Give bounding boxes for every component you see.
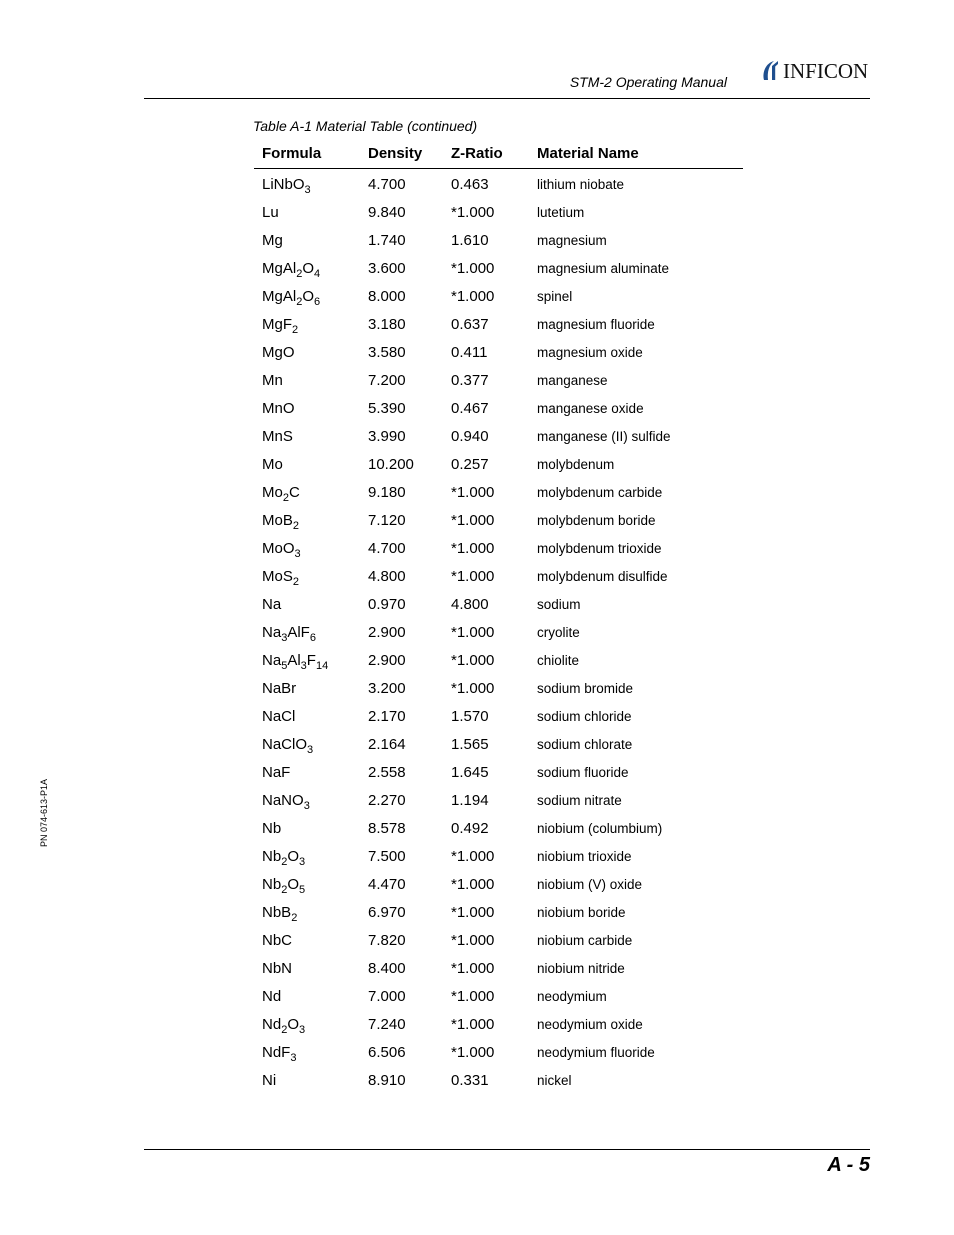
formula-subscript: 3 [294,547,301,560]
table-row [254,926,743,954]
z-ratio-cell: *1.000 [451,1015,495,1033]
formula-text: Nb [262,847,282,865]
material-name-cell: spinel [537,288,573,304]
table-row [254,394,743,422]
material-name-cell: lithium niobate [537,176,625,192]
table-row [254,534,743,562]
material-name-cell: sodium fluoride [537,764,629,780]
formula-text: MoS [262,567,293,585]
table-row [254,310,743,338]
z-ratio-cell: 0.463 [451,175,489,193]
formula-cell [254,926,360,954]
formula-cell [254,898,360,926]
formula-text: Mo [262,483,283,501]
material-name-cell: niobium (V) oxide [537,876,643,892]
formula-cell [254,422,360,450]
formula-text: O [302,287,314,305]
material-name-cell: sodium chlorate [537,736,633,752]
formula-text: Nd [262,987,282,1005]
formula-text: MgAl [262,259,297,277]
z-ratio-cell: 0.257 [451,455,489,473]
formula-text: Nd [262,1015,282,1033]
density-cell: 3.990 [368,427,406,445]
formula-text: C [288,483,300,501]
material-table [254,139,743,1094]
material-name-cell: molybdenum carbide [537,484,663,500]
density-cell: 4.700 [368,175,406,193]
formula-text: Mg [262,231,283,249]
formula-subscript: 3 [300,659,307,672]
material-name-cell: neodymium oxide [537,1016,643,1032]
formula-subscript: 6 [313,295,321,308]
formula-subscript: 3 [303,799,310,812]
material-name-cell: neodymium fluoride [537,1044,655,1060]
column-header-formula: Formula [254,139,360,169]
formula-text: MoB [262,511,293,529]
table-row [254,702,743,730]
table-row [254,422,743,450]
density-cell: 3.200 [368,679,406,697]
material-name-cell: sodium bromide [537,680,634,696]
footer-rule [144,1149,870,1150]
formula-subscript: 3 [298,855,306,868]
formula-subscript: 2 [296,267,303,280]
density-cell: 2.170 [368,707,406,725]
table-caption: Table A-1 Material Table (continued) [253,118,478,134]
formula-subscript: 3 [307,743,314,756]
material-name-cell: cryolite [537,624,580,640]
z-ratio-cell: *1.000 [451,847,495,865]
density-cell: 7.240 [368,1015,406,1033]
table-row [254,282,743,310]
table-row [254,898,743,926]
formula-text: NbC [262,931,293,949]
formula-cell [254,702,360,730]
density-cell: 7.000 [368,987,406,1005]
formula-text: Lu [262,203,279,221]
density-cell: 10.200 [368,455,414,473]
formula-text: NaF [262,763,291,781]
formula-text: O [302,259,314,277]
material-name-cell: molybdenum disulfide [537,568,668,584]
brand-name: INFICON [783,58,869,83]
formula-text: O [287,875,299,893]
table-row [254,450,743,478]
formula-text: O [287,847,299,865]
formula-cell [254,1010,360,1038]
formula-text: NbB [262,903,292,921]
page-number: A - 5 [827,1154,870,1176]
z-ratio-cell: *1.000 [451,959,495,977]
formula-cell [254,618,360,646]
formula-cell [254,870,360,898]
material-name-cell: magnesium fluoride [537,316,655,332]
formula-cell [254,562,360,590]
formula-cell [254,730,360,758]
formula-cell [254,478,360,506]
z-ratio-cell: *1.000 [451,623,495,641]
density-cell: 6.506 [368,1043,406,1061]
formula-cell [254,450,360,478]
material-name-cell: nickel [537,1072,572,1088]
brand-logo [760,58,868,84]
z-ratio-cell: 1.610 [451,231,489,249]
z-ratio-cell: 1.570 [451,707,489,725]
formula-text: NdF [262,1043,291,1061]
formula-text: NaCl [262,707,296,725]
formula-subscript: 3 [290,1051,297,1064]
table-row [254,254,743,282]
material-name-cell: neodymium [537,988,607,1004]
z-ratio-cell: *1.000 [451,259,495,277]
density-cell: 8.400 [368,959,406,977]
formula-subscript: 2 [281,855,288,868]
z-ratio-cell: *1.000 [451,539,495,557]
density-cell: 8.578 [368,819,406,837]
formula-cell [254,226,360,254]
material-name-cell: magnesium oxide [537,344,643,360]
z-ratio-cell: *1.000 [451,987,495,1005]
z-ratio-cell: *1.000 [451,483,495,501]
formula-subscript: 5 [281,659,288,672]
density-cell: 2.900 [368,651,406,669]
table-row [254,730,743,758]
table-row [254,618,743,646]
formula-cell [254,310,360,338]
table-row [254,982,743,1010]
z-ratio-cell: 4.800 [451,595,489,613]
material-name-cell: magnesium aluminate [537,260,670,276]
formula-cell [254,338,360,366]
table-row [254,169,743,199]
density-cell: 7.820 [368,931,406,949]
z-ratio-cell: 0.940 [451,427,489,445]
z-ratio-cell: 0.637 [451,315,489,333]
formula-cell [254,198,360,226]
table-row [254,1010,743,1038]
table-row [254,506,743,534]
material-name-cell: sodium chloride [537,708,632,724]
formula-subscript: 2 [292,519,299,532]
density-cell: 3.580 [368,343,406,361]
table-row [254,646,743,674]
formula-subscript: 4 [313,267,321,280]
z-ratio-cell: *1.000 [451,875,495,893]
density-cell: 4.700 [368,539,406,557]
material-name-cell: manganese oxide [537,400,644,416]
formula-text: Nb [262,819,282,837]
table-row [254,366,743,394]
material-name-cell: sodium [537,596,581,612]
formula-subscript: 2 [281,883,288,896]
table-row [254,478,743,506]
table-row [254,786,743,814]
material-name-cell: lutetium [537,204,585,220]
formula-text: Al [287,651,301,669]
formula-text: NaClO [262,735,308,753]
formula-cell [254,394,360,422]
density-cell: 5.390 [368,399,406,417]
formula-cell [254,282,360,310]
z-ratio-cell: *1.000 [451,903,495,921]
formula-subscript: 2 [291,911,298,924]
table-row [254,954,743,982]
material-name-cell: magnesium [537,232,607,248]
formula-cell [254,590,360,618]
column-header-z-ratio: Z-Ratio [443,139,529,169]
formula-text: NaBr [262,679,297,697]
table-row [254,338,743,366]
material-name-cell: molybdenum trioxide [537,540,662,556]
formula-subscript: 3 [304,183,311,196]
material-name-cell: molybdenum [537,456,615,472]
table-row [254,842,743,870]
formula-subscript: 2 [296,295,303,308]
formula-text: Na [262,623,282,641]
z-ratio-cell: *1.000 [451,931,495,949]
formula-cell [254,814,360,842]
material-name-cell: chiolite [537,652,580,668]
formula-text: Na [262,595,282,613]
formula-text: Nb [262,875,282,893]
formula-subscript: 2 [281,1023,288,1036]
density-cell: 9.840 [368,203,406,221]
material-name-cell: sodium nitrate [537,792,622,808]
density-cell: 4.800 [368,567,406,585]
formula-cell [254,758,360,786]
formula-subscript: 5 [298,883,306,896]
z-ratio-cell: 0.377 [451,371,489,389]
density-cell: 2.900 [368,623,406,641]
formula-subscript: 2 [282,491,289,504]
formula-text: MoO [262,539,295,557]
table-row [254,562,743,590]
formula-cell [254,254,360,282]
z-ratio-cell: 0.492 [451,819,489,837]
z-ratio-cell: 1.645 [451,763,489,781]
table-row [254,758,743,786]
density-cell: 2.270 [368,791,406,809]
z-ratio-cell: 1.194 [451,791,489,809]
formula-subscript: 14 [315,659,329,672]
density-cell: 2.164 [368,735,406,753]
header-rule [144,98,870,99]
formula-text: AlF [287,623,310,641]
formula-text: Mo [262,455,283,473]
density-cell: 1.740 [368,231,406,249]
part-number-label: PN 074-613-P1A [39,778,49,848]
density-cell: 6.970 [368,903,406,921]
table-row [254,226,743,254]
formula-cell [254,1066,360,1094]
formula-subscript: 2 [292,575,299,588]
material-name-cell: niobium trioxide [537,848,632,864]
density-cell: 8.910 [368,1071,406,1089]
formula-text: F [306,651,316,669]
formula-text: O [287,1015,299,1033]
formula-cell [254,674,360,702]
formula-text: MnO [262,399,295,417]
formula-cell [254,786,360,814]
inficon-logo-icon [760,58,782,84]
formula-cell [254,366,360,394]
density-cell: 2.558 [368,763,406,781]
formula-cell [254,982,360,1010]
formula-text: Ni [262,1071,277,1089]
column-header-density: Density [360,139,443,169]
table-row [254,590,743,618]
table-row [254,1066,743,1094]
material-name-cell: manganese [537,372,608,388]
formula-text: LiNbO [262,175,305,193]
density-cell: 8.000 [368,287,406,305]
material-name-cell: niobium boride [537,904,626,920]
table-row [254,814,743,842]
table-body [254,169,743,1095]
formula-text: MgO [262,343,295,361]
formula-text: NaNO [262,791,304,809]
table-row [254,870,743,898]
table-header-row [254,139,743,169]
density-cell: 7.200 [368,371,406,389]
formula-cell [254,534,360,562]
material-name-cell: niobium carbide [537,932,633,948]
formula-cell [254,954,360,982]
material-name-cell: niobium (columbium) [537,820,663,836]
formula-text: MnS [262,427,293,445]
formula-cell [254,1038,360,1066]
material-name-cell: niobium nitride [537,960,625,976]
density-cell: 4.470 [368,875,406,893]
z-ratio-cell: *1.000 [451,1043,495,1061]
formula-text: MgF [262,315,292,333]
column-header-material-name: Material Name [529,139,743,169]
formula-subscript: 2 [292,323,299,336]
formula-text: Mn [262,371,283,389]
formula-subscript: 3 [281,631,288,644]
z-ratio-cell: *1.000 [451,203,495,221]
density-cell: 9.180 [368,483,406,501]
z-ratio-cell: 0.467 [451,399,489,417]
z-ratio-cell: *1.000 [451,287,495,305]
formula-text: Na [262,651,282,669]
z-ratio-cell: *1.000 [451,651,495,669]
formula-cell [254,842,360,870]
formula-subscript: 6 [309,631,316,644]
formula-subscript: 3 [298,1023,306,1036]
table-row [254,198,743,226]
density-cell: 7.120 [368,511,406,529]
formula-text: MgAl [262,287,297,305]
z-ratio-cell: 0.331 [451,1071,489,1089]
formula-cell [254,506,360,534]
manual-title: STM-2 Operating Manual [569,74,727,90]
density-cell: 0.970 [368,595,406,613]
z-ratio-cell: 1.565 [451,735,489,753]
formula-text: NbN [262,959,293,977]
table-row [254,1038,743,1066]
density-cell: 3.180 [368,315,406,333]
formula-cell [254,646,360,674]
density-cell: 7.500 [368,847,406,865]
material-name-cell: manganese (II) sulfide [537,428,671,444]
z-ratio-cell: *1.000 [451,567,495,585]
formula-cell [254,169,360,199]
z-ratio-cell: 0.411 [451,343,488,361]
z-ratio-cell: *1.000 [451,679,495,697]
z-ratio-cell: *1.000 [451,511,495,529]
material-name-cell: molybdenum boride [537,512,656,528]
table-row [254,674,743,702]
density-cell: 3.600 [368,259,406,277]
